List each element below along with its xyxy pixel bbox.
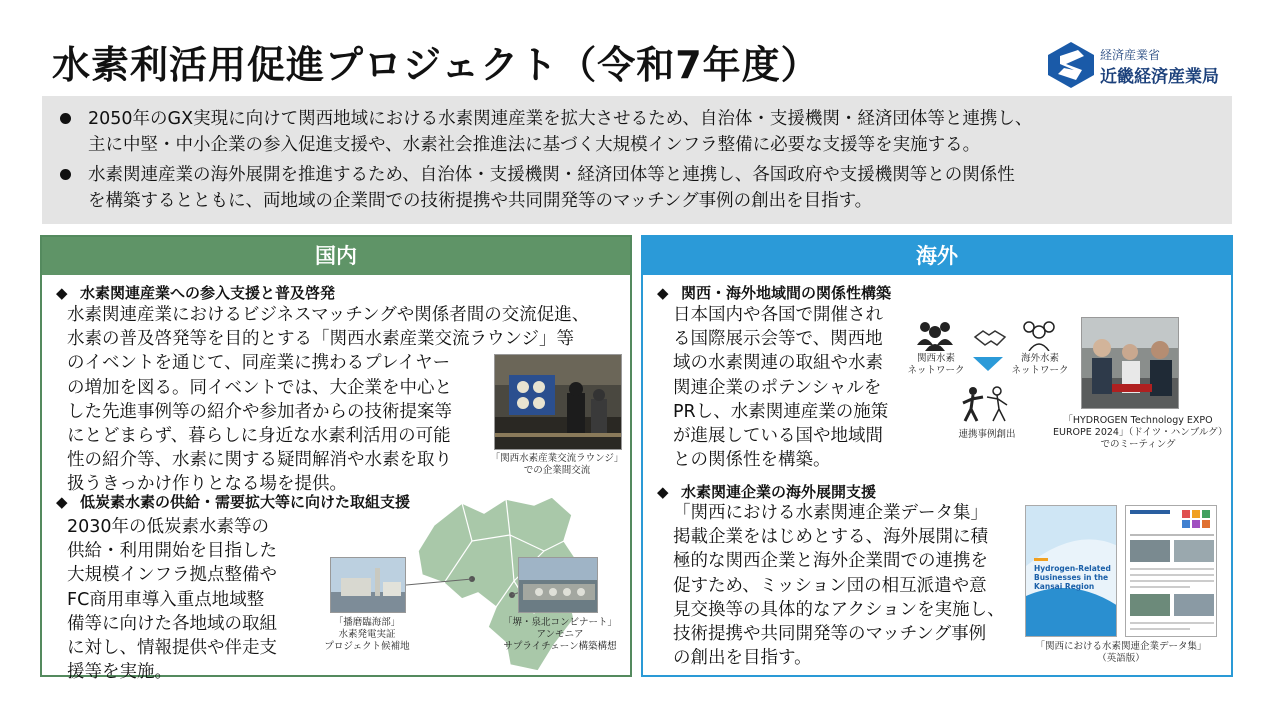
summary-line: 水素関連産業の海外展開を推進するため、自治体・支援機関・経済団体等と連携し、各国政府や支援機関等との関係性 bbox=[88, 165, 1015, 185]
caption-line: 「播磨臨海部」 bbox=[333, 617, 401, 628]
domestic-panel bbox=[40, 235, 632, 683]
diamond-bullet-icon: ◆ bbox=[56, 284, 68, 302]
down-arrow-icon bbox=[973, 357, 1003, 371]
bullet-dot-icon bbox=[60, 113, 71, 124]
heading-text: 関西・海外地域間の関係性構築 bbox=[681, 284, 892, 302]
body-line: 援等を実施。 bbox=[67, 662, 172, 683]
body-line: の創出を目指す。 bbox=[673, 648, 812, 669]
body-line: 「関西における水素関連企業データ集」 bbox=[673, 503, 988, 523]
heading-text: 低炭素水素の供給・需要拡大等に向けた取組支援 bbox=[80, 493, 411, 511]
body-line: 水素の普及啓発等を目的とする「関西水素産業交流ラウンジ」等 bbox=[67, 329, 575, 350]
map-connector-lines bbox=[406, 567, 536, 607]
harima-photo bbox=[330, 557, 406, 613]
caption-line: 「堺・泉北コンビナート」 bbox=[502, 617, 617, 628]
body-line: 日本国内や各国で開催され bbox=[673, 305, 883, 325]
caption-line: 「HYDROGEN Technology EXPO bbox=[1063, 415, 1213, 426]
kansai-network-label bbox=[901, 353, 971, 377]
expo-photo-caption bbox=[1053, 415, 1228, 451]
overseas-network-label bbox=[1005, 353, 1075, 377]
body-line: 関連企業のポテンシャルを bbox=[673, 377, 882, 398]
body-line: 性の紹介等、水素に関する疑問解消や水素を取り bbox=[67, 450, 452, 471]
summary-item bbox=[60, 162, 1218, 214]
body-line: に対し、情報提供や伴走支 bbox=[67, 638, 277, 659]
overseas-sec1-heading bbox=[657, 282, 891, 303]
body-line: のイベントを通じて、同産業に携わるプレイヤー bbox=[67, 353, 451, 374]
meti-logo-icon bbox=[1048, 42, 1094, 88]
databook-inner-page bbox=[1125, 505, 1217, 637]
databook-caption bbox=[1015, 641, 1227, 665]
databook-cover bbox=[1025, 505, 1117, 637]
body-line: PRし、水素関連産業の施策 bbox=[673, 401, 889, 422]
body-line: 扱うきっかけ作りとなる場を提供。 bbox=[67, 474, 347, 495]
page-title: 水素利活用促進プロジェクト（令和7年度） bbox=[52, 43, 820, 87]
body-line: 備等に向けた各地域の取組 bbox=[67, 613, 277, 634]
caption-line: アンモニア bbox=[536, 629, 584, 640]
logo-bureau-name: 近畿経済産業局 bbox=[1100, 67, 1219, 87]
overseas-sec1-body bbox=[673, 303, 913, 472]
body-line: 域の水素関連の取組や水素 bbox=[673, 353, 883, 374]
caption-line: でのミーティング bbox=[1100, 439, 1176, 450]
ministry-logo bbox=[1048, 42, 1228, 88]
bullet-dot-icon bbox=[60, 169, 71, 180]
body-line: 水素関連産業におけるビジネスマッチングや関係者間の交流促進、 bbox=[67, 305, 590, 325]
summary-item bbox=[60, 106, 1218, 158]
caption-line: 「関西水素産業交流ラウンジ」 bbox=[490, 453, 624, 464]
body-line: との関係性を構築。 bbox=[673, 450, 831, 471]
overseas-network-people-icon bbox=[1019, 319, 1059, 351]
cover-line: Kansai Region bbox=[1034, 582, 1095, 591]
diamond-bullet-icon: ◆ bbox=[56, 493, 68, 511]
sakai-photo bbox=[518, 557, 598, 613]
body-line: 2030年の低炭素水素等の bbox=[67, 517, 270, 537]
body-line: 掲載企業をはじめとする、海外展開に積 bbox=[673, 527, 988, 548]
cover-line: Businesses in the bbox=[1034, 573, 1109, 582]
lounge-photo bbox=[494, 354, 622, 450]
body-line: した先進事例等の紹介や参加者からの技術提案等 bbox=[67, 401, 452, 422]
caption-line: 水素発電実証 bbox=[338, 629, 396, 640]
caption-line: EUROPE 2024」（ドイツ・ハンブルグ） bbox=[1053, 427, 1228, 438]
caption-line: （英語版） bbox=[1097, 653, 1145, 664]
heading-text: 水素関連企業の海外展開支援 bbox=[681, 483, 877, 501]
caption-line: での企業間交流 bbox=[523, 465, 591, 476]
diamond-bullet-icon: ◆ bbox=[657, 483, 669, 501]
body-line: 大規模インフラ拠点整備や bbox=[67, 565, 277, 586]
overseas-panel bbox=[641, 235, 1233, 677]
body-line: 極的な関西企業と海外企業間での連携を bbox=[673, 551, 988, 572]
lounge-photo-caption bbox=[482, 453, 632, 477]
label-line: ネットワーク bbox=[907, 365, 965, 376]
harima-caption bbox=[312, 617, 422, 653]
domestic-sec2-heading bbox=[56, 491, 410, 512]
body-line: の増加を図る。同イベントでは、大企業を中心と bbox=[67, 377, 452, 398]
caption-line: サプライチェーン構築構想 bbox=[503, 641, 617, 652]
label-line: ネットワーク bbox=[1011, 365, 1069, 376]
databook-cover-title bbox=[1034, 564, 1111, 591]
heading-text: 水素関連産業への参入支援と普及啓発 bbox=[80, 284, 336, 302]
overseas-sec2-heading bbox=[657, 481, 876, 502]
summary-line: 主に中堅・中小企業の参入促進支援や、水素社会推進法に基づく大規模インフラ整備に必要な支援等を実施する。 bbox=[88, 135, 981, 155]
overseas-header: 海外 bbox=[643, 237, 1231, 275]
domestic-sec1-heading bbox=[56, 282, 335, 303]
body-line: る国際展示会等で、関西地 bbox=[673, 329, 883, 350]
cover-line: Hydrogen-Related bbox=[1034, 564, 1111, 573]
body-line: にとどまらず、暮らしに身近な水素利活用の可能 bbox=[67, 426, 451, 447]
label-line: 海外水素 bbox=[1020, 353, 1059, 364]
diamond-bullet-icon: ◆ bbox=[657, 284, 669, 302]
collaboration-label: 連携事例創出 bbox=[958, 429, 1016, 440]
summary-line: を構築するとともに、両地域の企業間での技術提携や共同開発等のマッチング事例の創出を目指す。 bbox=[88, 191, 873, 211]
caption-line: 「関西における水素関連企業データ集」 bbox=[1035, 641, 1207, 652]
overseas-sec2-body bbox=[673, 501, 1013, 670]
logo-ministry-name: 経済産業省 bbox=[1100, 48, 1161, 62]
handshake-icon bbox=[973, 327, 1007, 349]
summary-box bbox=[42, 96, 1232, 224]
body-line: 促すため、ミッション団の相互派遣や意 bbox=[673, 575, 987, 596]
body-line: 見交換等の具体的なアクションを実施し、 bbox=[673, 599, 1005, 620]
domestic-sec2-body bbox=[67, 515, 307, 684]
expo-photo bbox=[1081, 317, 1179, 409]
body-line: 技術提携や共同開発等のマッチング事例 bbox=[673, 624, 987, 645]
body-line: が進展している国や地域間 bbox=[673, 426, 883, 447]
kansai-network-people-icon bbox=[915, 319, 955, 351]
body-line: 供給・利用開始を目指した bbox=[67, 541, 277, 562]
label-line: 関西水素 bbox=[916, 353, 955, 364]
caption-line: プロジェクト候補地 bbox=[324, 641, 410, 652]
body-line: FC商用車導入重点地域整 bbox=[67, 589, 265, 610]
collaboration-figures-icon bbox=[959, 385, 1011, 425]
domestic-header: 国内 bbox=[42, 237, 630, 275]
sakai-caption bbox=[490, 617, 630, 653]
summary-line: 2050年のGX実現に向けて関西地域における水素関連産業を拡大させるため、自治体・支援機関・経済団体等と連携し、 bbox=[88, 109, 1033, 129]
